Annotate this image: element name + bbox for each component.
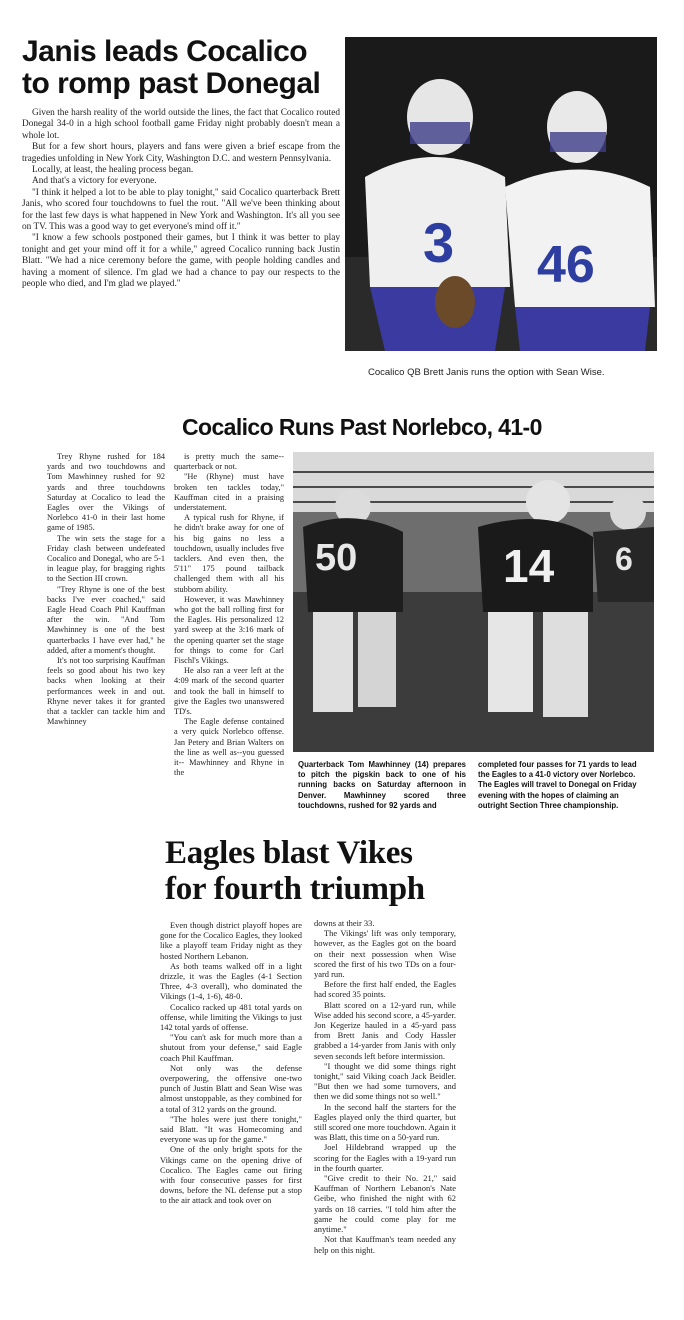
article3-paragraph: Before the first half ended, the Eagles had scored 35 points. [314, 979, 456, 1000]
article2-caption-right: completed four passes for 71 yards to lead the Eagles to a 41-0 victory over Norlebco. The Eagles will travel to Donegal on Friday evening with the hopes of claiming an outright Section Three championship. [478, 760, 637, 810]
article2-paragraph: He also ran a veer left at the 4:09 mark of the second quarter and took the ball in himself to give the Eagles two unanswered TD's. [174, 666, 284, 717]
article3-headline [165, 835, 465, 907]
article3-paragraph: Even though district playoff hopes are gone for the Cocalico Eagles, they looked like a playoff team Friday night as they hosted Northern Lebanon. [160, 920, 302, 961]
article1-paragraph: Given the harsh reality of the world outside the lines, the fact that Cocalico routed Donegal 34-0 in a high school football game Friday night probably doesn't mean a whole lot. [22, 108, 340, 141]
jersey-number-50: 50 [315, 537, 358, 579]
article2-paragraph: is pretty much the same-- quarterback or not. [174, 452, 284, 472]
jersey-number-14: 14 [503, 540, 555, 592]
article3-paragraph: In the second half the starters for the Eagles played only the third quarter, but still scored one more touchdown. Again it was Blatt, this time on a 50-yard run. [314, 1101, 456, 1143]
article3-paragraph: Not only was the defense overpowering, the offensive one-two punch of Justin Blatt and Sean Wise was almost unstoppable, as they combined for a total of 312 yards on the ground. [160, 1062, 302, 1114]
article3-paragraph: Cocalico racked up 481 total yards on offense, while limiting the Vikings to just 142 total yards of offense. [160, 1001, 302, 1033]
article1-headline [22, 36, 342, 100]
article3-paragraph: As both teams walked off in a light drizzle, it was the Eagles (4-1 Section Three, 4-3 overall), who dominated the Vikings (1-4, 1-6), 48-0. [160, 960, 302, 1002]
article2-col2 [174, 452, 284, 779]
article2-paragraph: A typical rush for Rhyne, if he didn't brake away for one of his big gains no less a touchdown, usually includes five tacklers. And even then, the 5'11" 175 pound tailback challenged them with all his stubborn ability. [174, 513, 284, 594]
article1-headline-line1: Janis leads Cocalico [22, 35, 308, 68]
article3-paragraph: One of the only bright spots for the Vikings came on the opening drive of Cocalico. The Eagles came out firing with four consecutive passes for first downs, before the NL defense put a stop to the air attack and took over on [160, 1144, 302, 1206]
article1-paragraph: "I think it helped a lot to be able to play tonight," said Cocalico quarterback Brett Janis, who scored four touchdowns to fuel the rout. "All we've been thinking about for the last few days is what happened in New York and Washington. It's all you see on TV. This was a good way to get everyone's mind off it." [22, 187, 340, 233]
article3-paragraph: The Vikings' lift was only temporary, however, as the Eagles got on the board on their next possession when Wise scored the first of his two TDs on a four-yard run. [314, 928, 456, 980]
article3-paragraph: "The holes were just there tonight," said Blatt. "It was Homecoming and everyone was up for the game." [160, 1113, 302, 1145]
article2-paragraph: However, it was Mawhinney who got the ball rolling first for the Eagles. His personalized 12 yard sweep at the 3:16 mark of the opening quarter set the stage for things to come for Carl Fischl's Vikings. [174, 594, 284, 666]
article3-paragraph: "You can't ask for much more than a shutout from your defense," said Eagle coach Phil Kauffman. [160, 1032, 302, 1063]
article3-headline-line2: for fourth triumph [165, 871, 425, 907]
article3-col1 [160, 920, 302, 1206]
article1-body [22, 108, 340, 291]
article1-caption: Cocalico QB Brett Janis runs the option with Sean Wise. [368, 367, 605, 378]
article3-paragraph: Blatt scored on a 12-yard run, while Wise added his second score, a 45-yarder. Jon Kegerize hauled in a 45-yard pass from Brett Janis and Cody Hassler grabbed a 14-yarder from Janis with only seven seconds left before intermission. [314, 999, 456, 1061]
article2-photo [293, 452, 654, 752]
article2-paragraph: Trey Rhyne rushed for 184 yards and two touchdowns and Tom Mawhinney rushed for 92 yards and three touchdowns Saturday at Cocalico to lead the Eagles over the Vikings of Norlebco 41-0 in their last home game of 1985. [47, 452, 165, 533]
article1-paragraph: But for a few short hours, players and fans were given a brief escape from the tragedies unfolding in New York City, Washington D.C. and western Pennsylvania. [22, 142, 340, 164]
article1-paragraph: And that's a victory for everyone. [32, 176, 157, 187]
article1-headline-line2: to romp past Donegal [22, 67, 321, 100]
article1-photo [345, 37, 657, 351]
jersey-number-3: 3 [423, 211, 455, 274]
article2-paragraph: "He (Rhyne) must have broken ten tackles today," Kauffman cited in a praising understatement. [174, 472, 284, 513]
article2-headline: Cocalico Runs Past Norlebco, 41-0 [182, 414, 542, 440]
article1-paragraph: Locally, at least, the healing process began. [32, 165, 194, 176]
article1-paragraph: "I know a few schools postponed their games, but I think it was better to play tonight and get your mind off it for a while," agreed Cocalico running back Justin Blatt. "We had a nice ceremony before the game, with people holding candles and having a moment of silence. I'm glad we had a chance to pay our respects to the people who died, and I'm glad we played." [22, 233, 340, 290]
article3-paragraph: "I thought we did some things right tonight," said Viking coach Jack Beidler. "But then we had some turnovers, and then we did some things not so well." [314, 1060, 456, 1102]
article3-col2 [314, 918, 456, 1255]
article3-headline-line1: Eagles blast Vikes [165, 835, 413, 871]
football-players-photo [345, 37, 657, 351]
football-game-photo [293, 452, 654, 752]
article2-paragraph: "Trey Rhyne is one of the best backs I've ever coached," said Eagle Head Coach Phil Kauffman after the win. "And Tom Mawhinney is one of the best quarterbacks I have ever had," he added, after a moment's thought. [47, 584, 165, 655]
jersey-number-6: 6 [615, 541, 633, 577]
article3-paragraph: Joel Hildebrand wrapped up the scoring for the Eagles with a 19-yard run in the fourth quarter. [314, 1142, 456, 1173]
article2-paragraph: The Eagle defense contained a very quick Norlebco offense. Jan Petery and Brian Walters on the line as well as--you guessed it-- Mawhinney and Rhyne in the [174, 717, 284, 778]
article2-col1 [47, 452, 165, 727]
article2-paragraph: The win sets the stage for a Friday clash between undefeated Cocalico and Donegal, who are 5-1 in league play, for bragging rights to the Section III crown. [47, 533, 165, 584]
jersey-number-46: 46 [537, 236, 595, 294]
article3-paragraph: downs at their 33. [314, 918, 375, 928]
article2-paragraph: It's not too surprising Kauffman feels so good about his two key backs when looking at their performances week in and out. Rhyne never takes it for granted that a tackler can tackle him and Mawhinney [47, 656, 165, 727]
article3-paragraph: "Give credit to their No. 21," said Kauffman of Northern Lebanon's Nate Geibe, who finished the night with 62 yards on 18 carries. "I told him after the game he could come play for me anytime." [314, 1173, 456, 1235]
article2-caption-left: Quarterback Tom Mawhinney (14) prepares to pitch the pigskin back to one of his running backs on Saturday afternoon in Denver. Mawhinney scored three touchdowns, rushed for 92 yards and [298, 760, 466, 810]
article3-paragraph: Not that Kauffman's team needed any help on this night. [314, 1234, 456, 1255]
